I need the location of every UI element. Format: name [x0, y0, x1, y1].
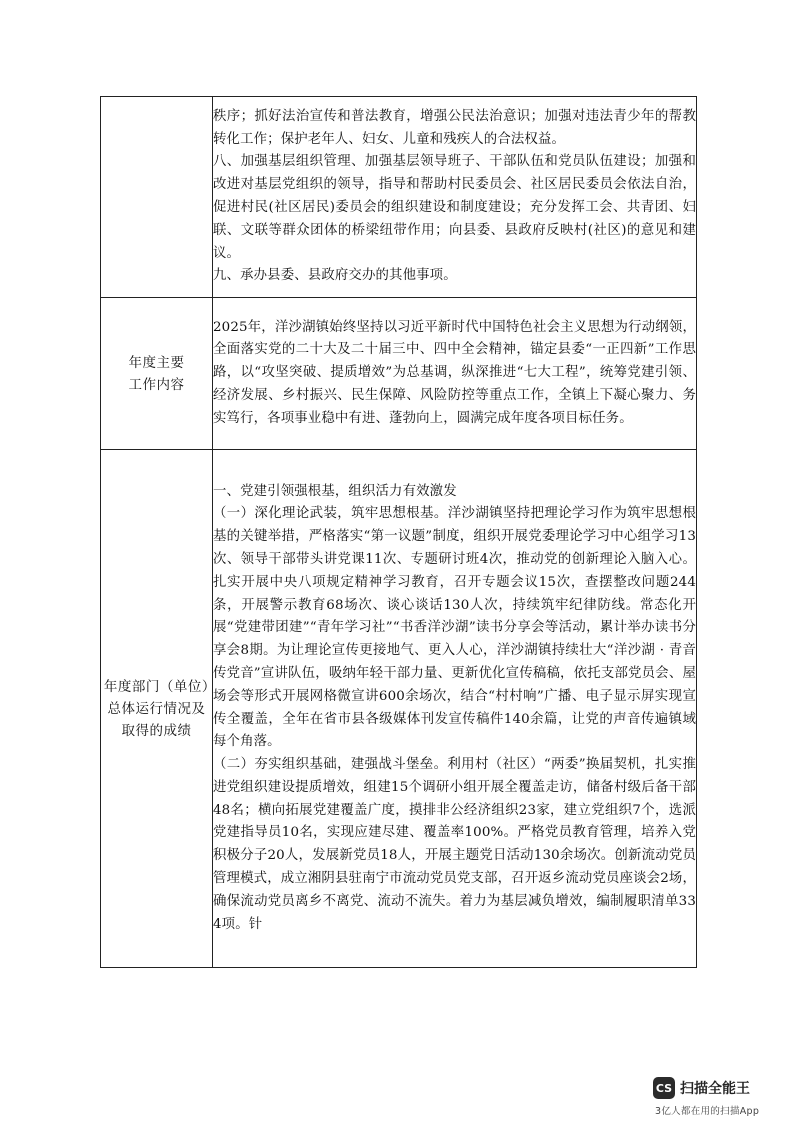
- report-table: [100, 96, 697, 968]
- camscanner-logo-icon: CS: [653, 1077, 675, 1099]
- content-paragraph: （一）深化理论武装，筑牢思想根基。洋沙湖镇坚持把理论学习作为筑牢思想根基的关键举措，严格落实“第一议题”制度，组织开展党委理论学习中心组学习13次、领导干部带头讲党课11次、专题研讨班4次，推动党的创新理论入脑入心。扎实开展中央八项规定精神学习教育，召开专题会议15次，查摆整改问题244条，开展警示教育68场次、谈心谈话130人次，持续筑牢纪律防线。常态化开展“党建带团建”“青年学习社”“书香洋沙湖”读书分享会等活动，累计举办读书分享会8期。为让理论宣传更接地气、更入人心，洋沙湖镇持续壮大“洋沙湖 · 青音传党音”宣讲队伍，吸纳年轻干部力量、更新优化宣传稿稿，依托支部党员会、屋场会等形式开展网格微宣讲600余场次，结合“村村响”广播、电子显示屏实现宣传全覆盖，全年在省市县各级媒体刊发宣传稿件140余篇，让党的声音传遍镇域每个角落。: [213, 506, 696, 750]
- row-content: [213, 298, 697, 450]
- content-paragraph: 九、承办县委、县政府交办的其他事项。: [213, 268, 457, 284]
- section-heading: 一、党建引领强根基，组织活力有效激发: [213, 483, 457, 499]
- content-paragraph: （二）夯实组织基础，建强战斗堡垒。利用村（社区）“两委”换届契机，扎实推进党组织建设提质增效，组建15个调研小组开展全覆盖走访，储备村级后备干部48名；横向拓展党建覆盖广度，摸排非公经济组织23家，建立党组织7个，选派党建指导员10名，实现应建尽建、覆盖率100%。严格党员教育管理，培养入党积极分子20人，发展新党员18人，开展主题党日活动130余场次。创新流动党员管理模式，成立湘阴县驻南宁市流动党员党支部，召开返乡流动党员座谈会2场，确保流动党员离乡不离党、流动不流失。着力为基层减负增效，编制履职清单334项。针: [213, 757, 696, 932]
- content-paragraph: 八、加强基层组织管理、加强基层领导班子、干部队伍和党员队伍建设；加强和改进对基层党组织的领导，指导和帮助村民委员会、社区居民委员会依法自治，促进村民(社区居民)委员会的组织建设和制度建设；充分发挥工会、共青团、妇联、文联等群众团体的桥梁纽带作用；向县委、县政府反映村(社区)的意见和建议。: [213, 154, 696, 261]
- row-label: [101, 97, 213, 298]
- row-label: [101, 450, 213, 968]
- table-row: [101, 450, 697, 968]
- watermark-app-name: 扫描全能王: [680, 1081, 750, 1097]
- row-label-text: 年度主要工作内容: [128, 354, 185, 393]
- row-content: [213, 97, 697, 298]
- scanner-watermark: [653, 1077, 783, 1117]
- content-paragraph: 秩序；抓好法治宣传和普法教育，增强公民法治意识；加强对违法青少年的帮教转化工作；保护老年人、妇女、儿童和残疾人的合法权益。: [213, 108, 696, 147]
- row-label: [101, 298, 213, 450]
- table-row: [101, 298, 697, 450]
- row-content: [213, 450, 697, 968]
- table-row: [101, 97, 697, 298]
- content-paragraph: 2025年，洋沙湖镇始终坚持以习近平新时代中国特色社会主义思想为行动纲领，全面落实党的二十大及二十届三中、四中全会精神，锚定县委“一正四新”工作思路，以“攻坚突破、提质增效”为总基调，纵深推进“七大工程”，统筹党建引领、经济发展、乡村振兴、民生保障、风险防控等重点工作，全镇上下凝心聚力、务实笃行，各项事业稳中有进、蓬勃向上，圆满完成年度各项目标任务。: [213, 319, 696, 426]
- row-label-text: 年度部门（单位）总体运行情况及取得的成绩: [103, 678, 210, 739]
- watermark-tagline: 3亿人都在用的扫描App: [655, 1106, 760, 1117]
